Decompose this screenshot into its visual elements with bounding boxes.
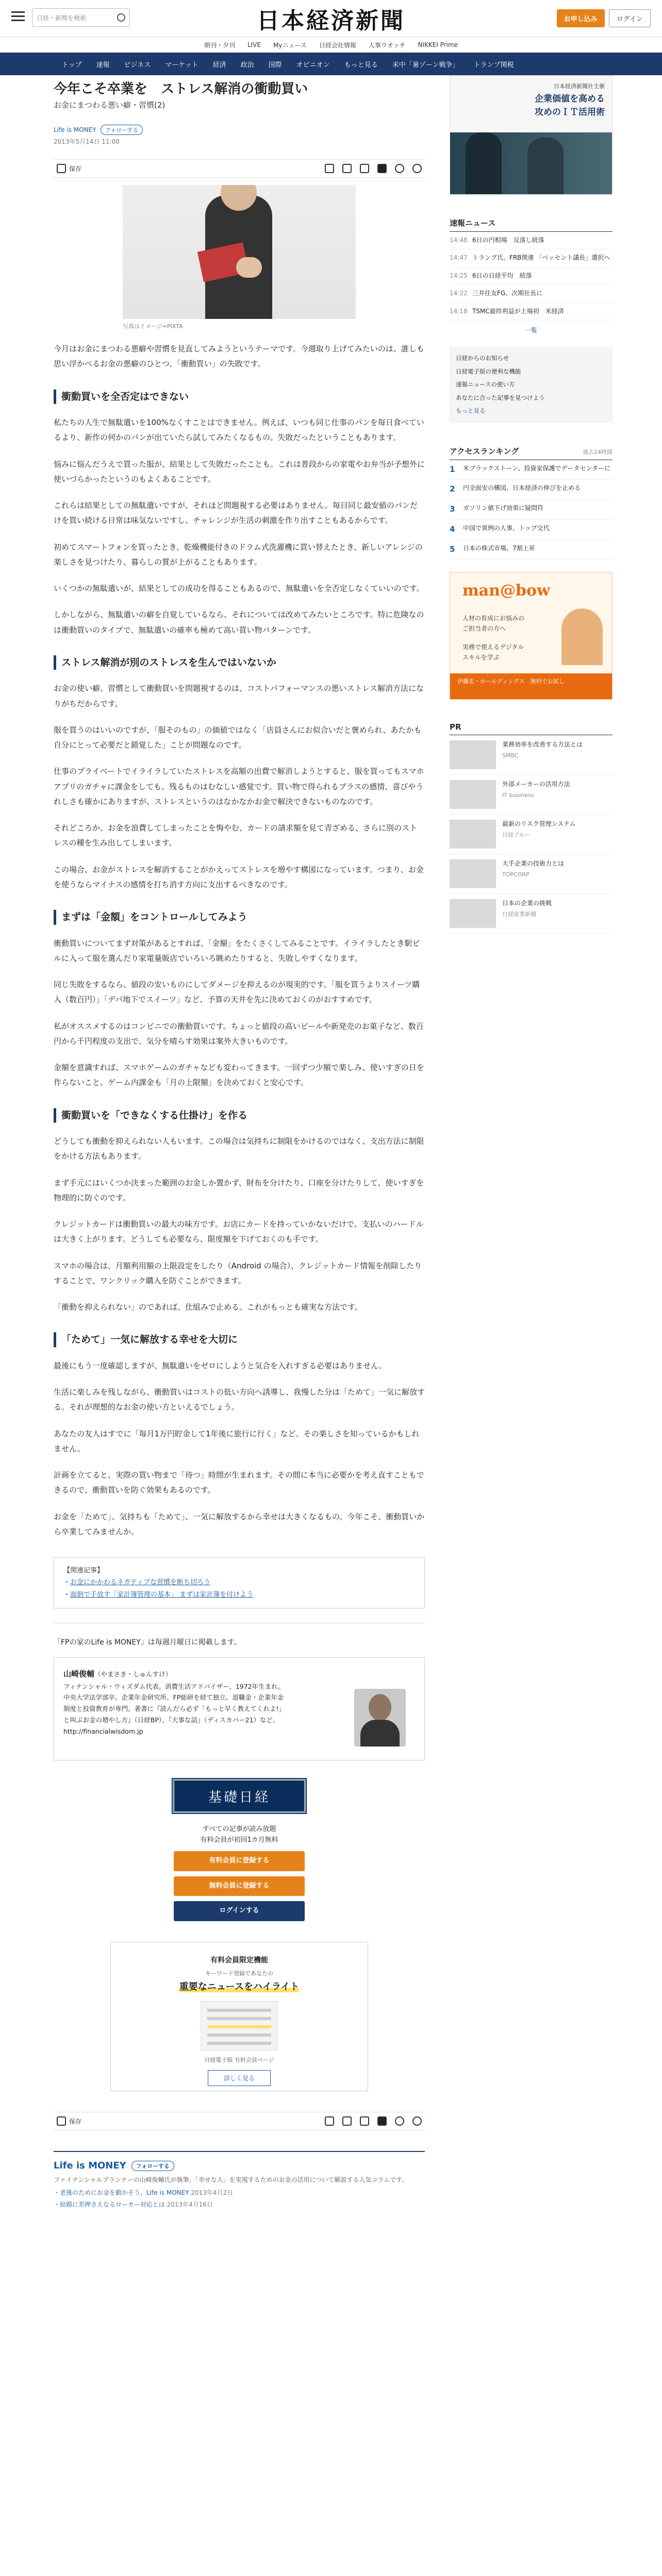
nav-item[interactable]: もっと見る [344, 61, 378, 69]
pr-item[interactable]: 大手企業の技術力とは TOPCORP [450, 854, 613, 894]
ranking-title: アクセスランキング 過去24時間 [450, 446, 613, 460]
notice-title: 日経からのお知らせ [456, 354, 509, 362]
news-item[interactable]: 14:25 6日の日経平均 続落 [450, 267, 613, 285]
subnav-item[interactable]: Myニュース [273, 41, 307, 49]
author-bio: フィナンシャル・ウィズダム代表。消費生活アドバイザー、1972年生まれ。中央大学法学部卒。企業年金研究所、FP総研を経て独立。退職金・企業年金制度と投資教育が専門。著書に『読んだら必ず「もっと早く教えてくれよ!」と叫ぶお金の増やし方』（日経BP）、『大事な話』（ディスカバー21）など。 [63, 1682, 286, 1724]
ad-banner[interactable]: 日本経済新聞社主催 企業価値を高める 攻めのＩＴ活用術 [450, 75, 613, 195]
masthead [0, 0, 662, 37]
paragraph: 生活に楽しみを残しながら、衝動買いはコストの低い方向へ誘導し、我慢した分は「ためて」一気に解放する。それが理想的なお金の使い方といえるでしょう。 [54, 1387, 425, 1412]
related-link[interactable]: 面倒で手放す「家計簿管理の基本」 まずは家計簿を付けよう [70, 1590, 254, 1599]
free-signup-button[interactable]: 無料会員に登録する [174, 1876, 305, 1896]
promo-title: 有料会員限定機能 [210, 1956, 268, 1965]
notice-box [450, 347, 613, 423]
facebook-icon[interactable] [395, 2116, 404, 2126]
print-icon[interactable] [325, 164, 334, 173]
series-name[interactable]: Life is MONEY [54, 2160, 126, 2172]
notice-item[interactable]: 日経電子版の便利な機能 [456, 367, 521, 375]
subnav-item[interactable]: NIKKEI Prime [418, 41, 458, 48]
ranking-item[interactable]: 4 中国で異例の人事、トップ交代 [450, 520, 613, 540]
sub-nav [0, 37, 662, 53]
subnav-item[interactable]: LIVE [247, 41, 261, 48]
news-title: 速報ニュース [450, 217, 613, 232]
related-link[interactable]: お金にかかわるネガティブな習慣を断ち切ろう [70, 1579, 210, 1587]
pr-item[interactable]: 業務効率を改善する方法とは SMBC [450, 735, 613, 775]
series-note: 「FPの家のLife is MONEY」は毎週月曜日に掲載します。 [54, 1638, 241, 1647]
paragraph: まず手元にはいくつか決まった範囲のお金しか置かず、財布を分けたり、口座を分けたりして、使いすぎを物理的に防ぐのです。 [54, 1178, 424, 1202]
paragraph: スマホの場合は、月額利用額の上限設定をしたり（Android の場合）、クレジットカード情報を削除したりすることで、ワンクリック購入を防ぐことができます。 [54, 1261, 422, 1285]
article-toolbar-bottom [54, 2112, 425, 2130]
section-heading: まずは「金額」をコントロールしてみよう [54, 910, 425, 925]
follow-button[interactable]: フォローする [101, 125, 143, 135]
paragraph: どうしても衝動を抑えられない人もいます。この場合は気持ちに制限をかけるのではなく、支出方法に制限をかける方法もあります。 [54, 1137, 424, 1161]
facebook-icon[interactable] [395, 164, 404, 173]
pr-item[interactable]: 日本の企業の挑戦 日経産業新聞 [450, 894, 613, 934]
author-photo [354, 1689, 406, 1747]
search-input[interactable]: 日経・新聞を検索 [32, 8, 130, 27]
email-icon[interactable] [360, 2116, 369, 2126]
save-label[interactable]: 保存 [69, 2117, 82, 2125]
link-icon[interactable] [412, 164, 422, 173]
paragraph: これらは結果としての無駄遣いですが、それほど問題視する必要はありません。毎日同じ最安値のパンだけを買い続ける日常は味気ないですし、チャレンジが生活の刺激を作り出すこともあるからです。 [54, 501, 418, 526]
subnav-item[interactable]: 朝刊・夕刊 [204, 41, 235, 49]
news-item[interactable]: 14:47 トランプ氏、FRB関連 「ベッセント議長」選択へ [450, 249, 613, 267]
nav-item[interactable]: オピニオン [296, 61, 330, 69]
promo-caption: 日経電子版 有料会員ページ [204, 2057, 274, 2064]
paragraph: いくつかの無駄遣いが、結果としての成功を得ることもあるので、無駄遣いを全否定しなくていいのです。 [54, 584, 424, 594]
promo-headline: 重要なニュースをハイライト [179, 1981, 300, 1993]
share-icon[interactable] [342, 2116, 352, 2126]
series-item[interactable]: ・老後のためにお金を動かそう、Life is MONEY 2013年4月2日 [54, 2189, 234, 2197]
photo-caption: 写真はイメージ=PIXTA [123, 323, 183, 330]
logo[interactable]: 日本経済新聞 [257, 7, 405, 34]
ranking-item[interactable]: 3 ガソリン値下げ効果に疑問符 [450, 500, 613, 520]
news-item[interactable]: 14:22 三井住友FG、次期社長に [450, 285, 613, 302]
paragraph: 初めてスマートフォンを買ったとき、乾燥機能付きのドラム式洗濯機に買い替えたとき、新しいアレンジの楽しさを見つけたり、暮らしの質が上がることもあります。 [54, 542, 423, 567]
nikkei-banner[interactable]: 基礎日経 [173, 1779, 306, 1813]
email-icon[interactable] [360, 164, 369, 173]
paragraph: 今月はお金にまつわる悪癖や習慣を見直してみようというテーマです。今週取り上げてみたいのは、誰しも思い浮かべるお金の悪癖のひとつ、「衝動買い」の失敗です。 [54, 344, 424, 369]
x-icon[interactable] [377, 164, 387, 173]
nav-item[interactable]: 速報 [96, 61, 110, 69]
menu-icon[interactable] [11, 11, 25, 22]
feature-promo [110, 1942, 368, 2091]
section-heading: 「ためて」一気に解放する幸せを大切に [54, 1332, 425, 1347]
author-url[interactable]: http://financialwisdom.jp [63, 1727, 143, 1736]
nav-item[interactable]: マーケット [165, 61, 198, 69]
paragraph: あなたの友人はすでに「毎月1万円貯金して1年後に旅行に行く」など、その楽しさを知っているかもしれません。 [54, 1429, 420, 1453]
paywall-cta [54, 1824, 425, 1921]
search-icon[interactable] [117, 13, 125, 22]
paragraph: お金を「ためて」、気持ちも「ためて」、一気に解放するから幸せは大きくなるもの。今年こそ、衝動買いから卒業してみませんか。 [54, 1512, 425, 1536]
paragraph: 同じ失敗をするなら、値段の安いものにしてダメージを抑えるのが現実的です。「服を買うよりスイーツ購入（数百円）」「デパ地下でスイーツ」など、予算の天井を先に決めておくのがおすすめです。 [54, 980, 420, 1005]
news-more-link[interactable]: 一覧 [524, 326, 537, 334]
publish-date: 2013年5月14日 11:00 [54, 138, 120, 146]
section-heading: 衝動買いを全否定はできない [54, 389, 425, 404]
cta-line: すべての記事が読み放題 [202, 1825, 276, 1834]
article-body [54, 342, 425, 1539]
nav-item[interactable]: 政治 [240, 61, 254, 69]
pr-list [450, 735, 613, 934]
bookmark-icon[interactable] [57, 164, 66, 173]
pr-item[interactable]: 最新のリスク管理システム 日経ブルー [450, 815, 613, 854]
login-button[interactable]: ログインする [174, 1901, 305, 1921]
cta-line: 有料会員が初回1カ月無料 [200, 1836, 278, 1844]
paragraph: 私がオススメするのはコンビニでの衝動買いです。ちょっと値段の高いビールや新発売のお菓子など、数百円から千円程度の支出で、気分を晴らす効果は案外大きいものです。 [54, 1021, 424, 1046]
paragraph: クレジットカードは衝動買いの最大の味方です。お店にカードを持っていかないだけで、支払いのハードルは大きく上がります。どうしても必要なら、限度額を下げておくのも手です。 [54, 1219, 424, 1244]
paragraph: 服を買うのはいいのですが、「服そのもの」の価値ではなく「店員さんにお似合いだと褒められ、あたかも自分にとって必要だと錯覚した」ことが問題なのです。 [54, 725, 422, 750]
subscribe-button[interactable]: お申し込み [557, 9, 605, 27]
nav-item[interactable]: トランプ関税 [473, 61, 514, 69]
paid-signup-button[interactable]: 有料会員に登録する [174, 1851, 305, 1871]
notice-item[interactable]: あなたに合った記事を見つけよう [456, 394, 545, 401]
nav-item[interactable]: 経済 [212, 61, 226, 69]
series-desc: ファイナンシャルプランナーの山崎俊輔氏が執筆。「幸せな人」を実現するためのお金の活用について解説する人気コラムです。 [54, 2176, 408, 2184]
paragraph: 計画を立てると、実際の買い物まで「待つ」時間が生まれます。その間に本当に必要かを考え直すこともできるので、衝動買いを防ぐ効果もあるのです。 [54, 1470, 424, 1495]
related-title: 【関連記事】 [63, 1567, 104, 1575]
promo-more-button[interactable]: 詳しく見る [208, 2070, 271, 2086]
paragraph: 仕事のプライベートでイライラしていたストレスを高額の出費で解消しようとすると、服を買ってもスマホアプリのガチャに課金をしても、残るものはむなしい感覚です。買い物で得られるプラスの感情、喜びやうれしさも確かにありますが、ストレスというのはなかなかお金で解決できないものなのです。 [54, 767, 424, 806]
ranking-item[interactable]: 5 日本の株式市場、7割上昇 [450, 540, 613, 560]
ranking-list [450, 460, 613, 560]
news-list [450, 232, 613, 320]
paragraph: 悩みに悩んだうえで買った服が、結果として失敗だったことも。これは普段からの家電やお弁当が予想外に使いづらかったというのもよくあることです。 [54, 459, 425, 484]
paragraph: 衝動買いについてまず対策があるとすれば、「金額」をたくさくしてみることです。イライラしたとき駅ビルに入って服を選んだり家電量販店でいろいろ眺めたりすると、失敗しやすくなります。 [54, 938, 420, 963]
login-button[interactable]: ログイン [609, 9, 651, 27]
link-icon[interactable] [412, 2116, 422, 2126]
nav-item[interactable]: 米中「暑ゾーン戦争」 [392, 61, 459, 69]
article-subtitle: お金にまつわる悪い癖・習慣(2) [54, 100, 166, 110]
news-item[interactable]: 14:48 6日の円相場 反落し続落 [450, 232, 613, 249]
save-label[interactable]: 保存 [69, 165, 82, 173]
follow-button[interactable]: フォローする [131, 2161, 174, 2171]
paragraph: お金の使い癖、習慣として衝動買いを問題視するのは、コストパフォーマンスの悪いストレス解消方法になりがちだからです。 [54, 684, 424, 708]
nav-item[interactable]: ビジネス [124, 61, 151, 69]
paragraph: それどころか、お金を浪費してしまったことを悔やむ、カードの請求額を見て青ざめる、さらに別のストレスの種を生み出してしまいます。 [54, 823, 418, 848]
subnav-item[interactable]: 日経会社情報 [319, 41, 356, 49]
author-link[interactable]: Life is MONEY [54, 126, 96, 134]
main-nav [0, 53, 662, 75]
nav-item[interactable]: 国際 [268, 61, 282, 69]
paragraph: 金額を意識すれば、スマホゲームのガチャなども変わってきます。一回ずつ少額で楽しみ、使いすぎの日を作らないこと。ゲーム内課金も「月の上限額」を決めておくと安心です。 [54, 1063, 424, 1088]
notice-more[interactable]: もっと見る [456, 407, 486, 415]
section-heading: ストレス解消が別のストレスを生んではいないか [54, 655, 425, 670]
series-item[interactable]: ・結婚に差押さえなるローカー対応とは 2013年4月16日 [54, 2201, 213, 2209]
related-articles: 【関連記事】 ・お金にかかわるネガティブな習慣を断ち切ろう ・面倒で手放す「家計簿管理の基本」 まずは家計簿を付けよう [54, 1557, 425, 1608]
notice-item[interactable]: 速報ニュースの使い方 [456, 381, 515, 388]
series-box [54, 2151, 425, 2209]
section-heading: 衝動買いを「できなくする仕掛け」を作る [54, 1108, 425, 1123]
article-title: 今年こそ卒業を ストレス解消の衝動買い [54, 81, 308, 97]
author-name: 山崎俊輔 [63, 1669, 95, 1679]
ranking-item[interactable]: 1 米ブラックストーン、投資家保護でデータセンターに [450, 460, 613, 480]
x-icon[interactable] [377, 2116, 387, 2126]
news-item[interactable]: 14:18 TSMC最終利益が上場初 米経済 [450, 303, 613, 320]
promo-screenshot [201, 2001, 278, 2050]
promo-sub: キーワード登録であなたの [205, 1970, 273, 1977]
pr-title: PR [450, 722, 613, 735]
paragraph: この場合、お金がストレスを解消することがかえってストレスを増やす構図になっています。つまり、お金を使うならマイナスの感情を打ち消す方向に支出するべきなのです。 [54, 865, 424, 889]
share-icon[interactable] [342, 164, 352, 173]
sidebar [450, 75, 613, 934]
pr-item[interactable]: 外部メーカーの活用方法 IT business [450, 775, 613, 815]
bookmark-icon[interactable] [57, 2116, 66, 2126]
subnav-item[interactable]: 人事ウオッチ [368, 41, 406, 49]
paragraph: しかしながら、無駄遣いの癖を自覚しているなら、それについては改めてみたいところです。特に危険なのは衝動買いのタイプで、無駄遣いの確率も極めて高い買い物パターンです。 [54, 610, 424, 635]
paragraph: 「衝動を抑えられない」のであれば、仕組みで止める。これがもっとも確実な方法です。 [54, 1302, 362, 1312]
article-toolbar [54, 159, 425, 178]
author-kana: （やまさき・しゅんすけ） [94, 1670, 172, 1679]
ranking-item[interactable]: 2 円全面安の構図、日本経済の伸びを止める [450, 480, 613, 500]
paragraph: 最後にもう一度確認しますが、無駄遣いをゼロにしようと気合を入れすぎる必要はありません。 [54, 1361, 387, 1370]
ad-manabow[interactable]: man@bow 人材の育成にお悩みの ご担当者の方へ 実務で使えるデジタル スキルを学ぶ 伊藤忠・ホールディングス 無料でお試し [450, 572, 613, 700]
nav-item[interactable]: トップ [62, 61, 82, 69]
author-profile [54, 1657, 425, 1760]
article-photo [123, 185, 356, 319]
article [54, 75, 425, 2209]
print-icon[interactable] [325, 2116, 334, 2126]
paragraph: 私たちの人生で無駄遣いを100%なくすことはできません。例えば、いつも同じ仕事のパンを毎日食べているより、新作の何かのパンが出ていたら試してみたくなるもの。失敗だったということもあります。 [54, 418, 424, 443]
